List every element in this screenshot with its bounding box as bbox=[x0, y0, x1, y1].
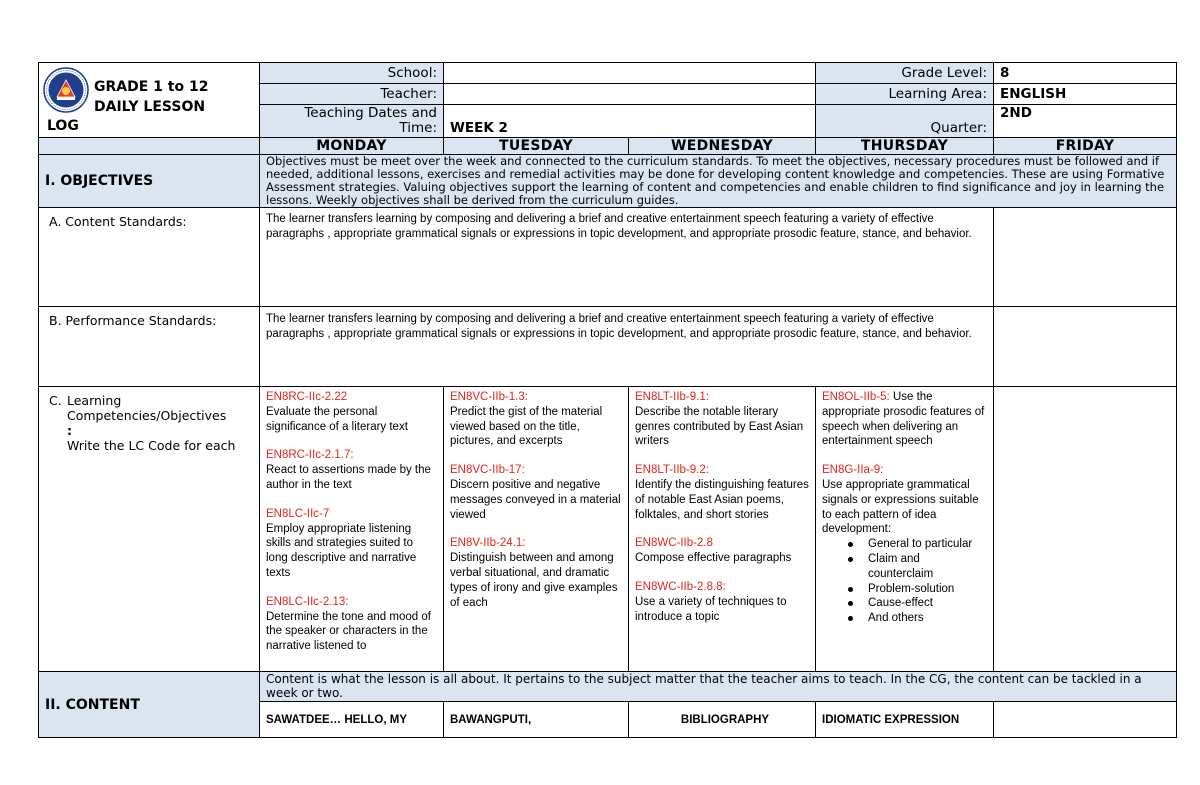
competencies-label-line-4: Write the LC Code for each bbox=[67, 438, 236, 453]
school-label: School: bbox=[260, 63, 444, 84]
lc-text: Use appropriate grammatical signals or expressions suitable to each pattern of idea development: bbox=[822, 478, 979, 536]
lc-text: Distinguish between and among verbal situational, and dramatic types of irony and give examples of each bbox=[450, 552, 618, 609]
competencies-label bbox=[39, 387, 260, 672]
competency-item bbox=[635, 536, 809, 566]
content-wednesday[interactable]: BIBLIOGRAPHY bbox=[629, 702, 816, 738]
day-header-spacer bbox=[39, 138, 260, 155]
lc-code: EN8V-IIb-24.1: bbox=[450, 537, 526, 550]
list-item bbox=[868, 611, 987, 626]
competencies-monday[interactable] bbox=[260, 387, 444, 672]
deped-seal-icon bbox=[43, 67, 89, 113]
title-block bbox=[39, 63, 260, 138]
content-standards-friday[interactable] bbox=[994, 208, 1177, 307]
competency-item bbox=[450, 463, 622, 522]
teacher-label: Teacher: bbox=[260, 84, 444, 105]
lesson-log-table bbox=[38, 62, 1177, 738]
lc-code: EN8WC-IIb-2.8 bbox=[635, 537, 713, 550]
content-note: Content is what the lesson is all about. It pertains to the subject matter that the teacher aims to teach. In the CG, the content can be tackled in a week or two. bbox=[260, 672, 1177, 702]
learning-area-field[interactable]: ENGLISH bbox=[994, 84, 1177, 105]
competencies-label-line-1: Learning bbox=[67, 393, 122, 408]
learning-area-label: Learning Area: bbox=[816, 84, 994, 105]
competencies-wednesday[interactable] bbox=[629, 387, 816, 672]
performance-standards-friday[interactable] bbox=[994, 307, 1177, 387]
content-standards-text: Content Standards: bbox=[65, 214, 187, 229]
title-line-2: DAILY LESSON bbox=[94, 99, 206, 115]
lc-text: Describe the notable literary genres contributed by East Asian writers bbox=[635, 405, 804, 448]
competencies-thursday[interactable] bbox=[816, 387, 994, 672]
lc-code: EN8LC-IIc-2.13: bbox=[266, 595, 349, 608]
competency-item bbox=[822, 390, 987, 449]
performance-standards-letter: B. bbox=[49, 313, 62, 328]
performance-standards-label bbox=[39, 307, 260, 387]
bullet-icon bbox=[848, 601, 853, 606]
competencies-tuesday[interactable] bbox=[444, 387, 629, 672]
daily-lesson-log-page bbox=[38, 62, 1176, 738]
lc-code: EN8VC-IIb-17: bbox=[450, 464, 525, 477]
lc-text: Use a variety of techniques to introduce a topic bbox=[635, 595, 787, 623]
competency-item bbox=[266, 448, 437, 492]
lc-text: Evaluate the personal significance of a literary text bbox=[266, 405, 408, 433]
lc-code: EN8LT-IIb-9.2: bbox=[635, 464, 709, 477]
bullet-icon bbox=[848, 587, 853, 592]
bullet-icon bbox=[848, 557, 853, 562]
performance-standards-text: Performance Standards: bbox=[65, 313, 217, 328]
competencies-letter: C. bbox=[49, 393, 62, 408]
day-header-thursday: THURSDAY bbox=[816, 138, 994, 155]
competencies-friday[interactable] bbox=[994, 387, 1177, 672]
list-item bbox=[868, 552, 987, 582]
lc-code: EN8RC-IIc-2.1.7: bbox=[266, 449, 354, 462]
competency-item bbox=[635, 463, 809, 522]
lc-text: Use the appropriate prosodic features of speech when delivering an entertainment speech bbox=[822, 391, 985, 448]
list-item-text: General to particular bbox=[868, 538, 973, 551]
competencies-label-line-2: Competencies/Objectives bbox=[67, 408, 227, 423]
bullet-icon bbox=[848, 616, 853, 621]
lc-text: React to assertions made by the author in the text bbox=[266, 464, 431, 491]
lc-text: Employ appropriate listening skills and strategies suited to long descriptive and narrative texts bbox=[266, 522, 417, 579]
lc-text: Identify the distinguishing features of notable East Asian poems, folktales, and short stories bbox=[635, 478, 809, 521]
bullet-icon bbox=[848, 542, 853, 547]
teaching-dates-label-line-1: Teaching Dates and bbox=[304, 105, 437, 121]
school-field[interactable] bbox=[444, 63, 816, 84]
title-line-3: LOG bbox=[47, 118, 79, 134]
quarter-label: Quarter: bbox=[816, 105, 994, 138]
lc-code: EN8G-IIa-9: bbox=[822, 464, 884, 477]
teacher-field[interactable] bbox=[444, 84, 816, 105]
lc-text: Predict the gist of the material viewed based on the title, pictures, and excerpts bbox=[450, 405, 603, 448]
competency-item bbox=[266, 595, 437, 654]
lc-text: Determine the tone and mood of the speaker or characters in the narrative listened to bbox=[266, 610, 431, 653]
lc-code: EN8RC-IIc-2.22 bbox=[266, 391, 348, 403]
lc-code: EN8LC-IIc-7 bbox=[266, 507, 330, 520]
lc-text: Discern positive and negative messages conveyed in a material viewed bbox=[450, 478, 621, 521]
lc-text: Compose effective paragraphs bbox=[635, 552, 792, 565]
list-item-text: And others bbox=[868, 612, 924, 625]
competency-item bbox=[266, 507, 437, 581]
competencies-label-line-3: : bbox=[67, 423, 72, 438]
quarter-field[interactable]: 2ND bbox=[994, 105, 1177, 138]
list-item-text: Claim and counterclaim bbox=[868, 552, 934, 580]
grade-level-field[interactable]: 8 bbox=[994, 63, 1177, 84]
competency-item bbox=[266, 390, 437, 434]
lc-code: EN8LT-IIb-9.1: bbox=[635, 391, 709, 403]
objectives-title: I. OBJECTIVES bbox=[39, 155, 260, 208]
day-header-tuesday: TUESDAY bbox=[444, 138, 629, 155]
list-item-text: Problem-solution bbox=[868, 582, 955, 595]
day-header-wednesday: WEDNESDAY bbox=[629, 138, 816, 155]
content-friday[interactable] bbox=[994, 702, 1177, 738]
content-standards-label bbox=[39, 208, 260, 307]
teaching-dates-field[interactable]: WEEK 2 bbox=[444, 105, 816, 138]
list-item bbox=[868, 596, 987, 611]
lc-code: EN8OL-IIb-5: bbox=[822, 391, 890, 403]
competency-item bbox=[635, 390, 809, 449]
competency-item bbox=[635, 580, 809, 624]
competency-item bbox=[450, 390, 622, 449]
teaching-dates-label bbox=[260, 105, 444, 138]
list-item bbox=[868, 537, 987, 552]
list-item-text: Cause-effect bbox=[868, 597, 933, 610]
idea-pattern-list bbox=[822, 537, 987, 626]
content-title: II. CONTENT bbox=[39, 672, 260, 738]
lc-code: EN8WC-IIb-2.8.8: bbox=[635, 580, 726, 593]
content-monday[interactable]: SAWATDEE… HELLO, MY bbox=[260, 702, 444, 738]
content-tuesday[interactable]: BAWANGPUTI, bbox=[444, 702, 629, 738]
grade-level-label: Grade Level: bbox=[816, 63, 994, 84]
day-header-friday: FRIDAY bbox=[994, 138, 1177, 155]
teaching-dates-label-line-2: Time: bbox=[399, 120, 437, 136]
day-header-monday: MONDAY bbox=[260, 138, 444, 155]
performance-standards-value[interactable]: The learner transfers learning by composing and delivering a brief and creative entertainment speech featuring a variety of effective paragraphs , appropriate grammatical signals or expressions in topic development, and appropriate prosodic feature, stance, and behavior. bbox=[260, 307, 994, 387]
lc-code: EN8VC-IIb-1.3: bbox=[450, 391, 528, 403]
content-thursday[interactable]: IDIOMATIC EXPRESSION bbox=[816, 702, 994, 738]
content-standards-letter: A. bbox=[49, 214, 62, 229]
competency-item bbox=[822, 463, 987, 537]
list-item bbox=[868, 582, 987, 597]
competency-item bbox=[450, 536, 622, 610]
title-line-1: GRADE 1 to 12 bbox=[94, 79, 209, 95]
objectives-note: Objectives must be meet over the week and connected to the curriculum standards. To meet the objectives, necessary procedures must be followed and if needed, additional lessons, exercises and remedial activities may be done for developing content knowledge and competencies. These are using Formative Assessment strategies. Valuing objectives support the learning of content and competencies and enable children to find significance and joy in learning the lessons. Weekly objectives shall be derived from the curriculum guides. bbox=[260, 155, 1177, 208]
content-standards-value[interactable]: The learner transfers learning by composing and delivering a brief and creative entertainment speech featuring a variety of effective paragraphs , appropriate grammatical signals or expressions in topic development, and appropriate prosodic feature, stance, and behavior. bbox=[260, 208, 994, 307]
